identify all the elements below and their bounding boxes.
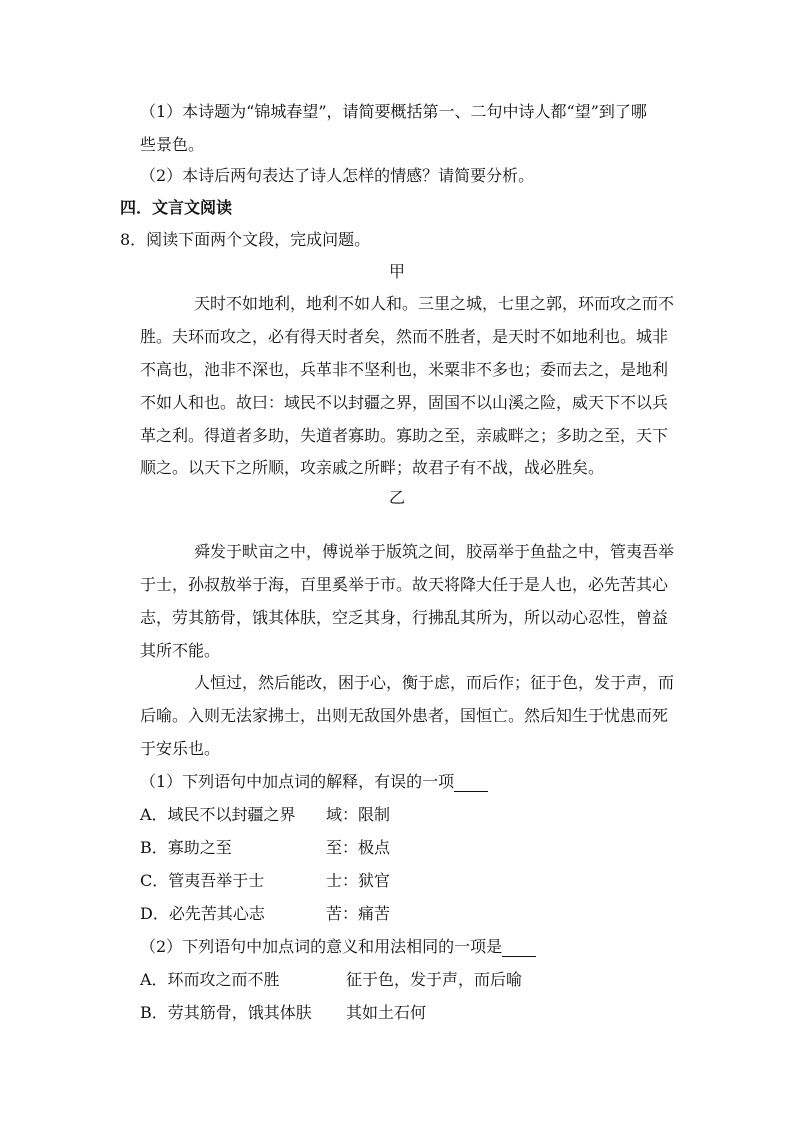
sub-question-2-stem: （2）下列语句中加点词的意义和用法相同的一项是 xyxy=(140,937,536,957)
passage-yi-title: 乙 xyxy=(388,488,405,507)
option-comparison: 征于色，发于声，而后喻 xyxy=(346,970,523,989)
passage-yi-line: 其所不能。 xyxy=(140,641,221,660)
option-gloss: 士：狱官 xyxy=(326,871,391,890)
poem-question-1-line-1: （1）本诗题为“锦城春望”，请简要概括第一、二句中诗人都“望”到了哪 xyxy=(140,102,647,121)
option-row xyxy=(140,904,265,924)
option-gloss: 至：极点 xyxy=(326,838,391,857)
option-sentence: D．必先苦其心志 xyxy=(140,904,265,923)
poem-question-2: （2）本诗后两句表达了诗人怎样的情感？请简要分析。 xyxy=(140,166,535,185)
passage-yi-line: 于安乐也。 xyxy=(140,739,221,758)
option-comparison: 其如土石何 xyxy=(346,1003,427,1022)
section-heading: 四．文言文阅读 xyxy=(120,198,233,217)
answer-blank[interactable] xyxy=(502,940,536,957)
passage-jia-title: 甲 xyxy=(388,262,405,281)
passage-yi-line: 舜发于畎亩之中，傅说举于版筑之间，胶鬲举于鱼盐之中，管夷吾举 xyxy=(194,542,675,561)
option-gloss: 苦：痛苦 xyxy=(326,904,391,923)
answer-blank[interactable] xyxy=(454,775,488,792)
option-sentence: A．域民不以封疆之界 xyxy=(140,805,296,824)
option-row xyxy=(140,970,280,990)
passage-jia-line: 天时不如地利，地利不如人和。三里之城，七里之郭，环而攻之而不 xyxy=(194,294,675,313)
passage-jia-line: 不高也，池非不深也，兵革非不坚利也，米粟非不多也；委而去之，是地利 xyxy=(140,360,669,379)
option-row xyxy=(140,1003,312,1023)
option-row xyxy=(140,805,296,825)
option-sentence: B．劳其筋骨，饿其体肤 xyxy=(140,1003,312,1022)
option-row xyxy=(140,838,232,858)
passage-jia-line: 顺之。以天下之所顺，攻亲戚之所畔；故君子有不战，战必胜矣。 xyxy=(140,458,605,477)
option-row xyxy=(140,871,264,891)
poem-question-1-line-2: 些景色。 xyxy=(140,135,205,154)
passage-yi-line: 后喻。入则无法家拂士，出则无敌国外患者，国恒亡。然后知生于忧患而死 xyxy=(140,706,669,725)
passage-jia-line: 不如人和也。故曰：域民不以封疆之界，固国不以山溪之险，威天下不以兵 xyxy=(140,393,669,412)
passage-jia-line: 革之利。得道者多助，失道者寡助。寡助之至，亲戚畔之；多助之至，天下 xyxy=(140,426,669,445)
option-sentence: C．管夷吾举于士 xyxy=(140,871,265,890)
passage-yi-line: 人恒过，然后能改，困于心，衡于虑，而后作；征于色，发于声，而 xyxy=(194,673,675,692)
question-8-prompt: 8．阅读下面两个文段，完成问题。 xyxy=(120,230,371,249)
passage-jia-line: 胜。夫环而攻之，必有得天时者矣，然而不胜者，是天时不如地利也。城非 xyxy=(140,327,669,346)
option-sentence: A．环而攻之而不胜 xyxy=(140,970,280,989)
passage-yi-line: 志，劳其筋骨，饿其体肤，空乏其身，行拂乱其所为，所以动心忍性，曾益 xyxy=(140,608,669,627)
option-sentence: B．寡助之至 xyxy=(140,838,232,857)
option-gloss: 域：限制 xyxy=(326,805,391,824)
passage-yi-line: 于士，孙叔敖举于海，百里奚举于市。故天将降大任于是人也，必先苦其心 xyxy=(140,575,669,594)
sub-question-1-stem: （1）下列语句中加点词的解释，有误的一项 xyxy=(140,772,488,792)
